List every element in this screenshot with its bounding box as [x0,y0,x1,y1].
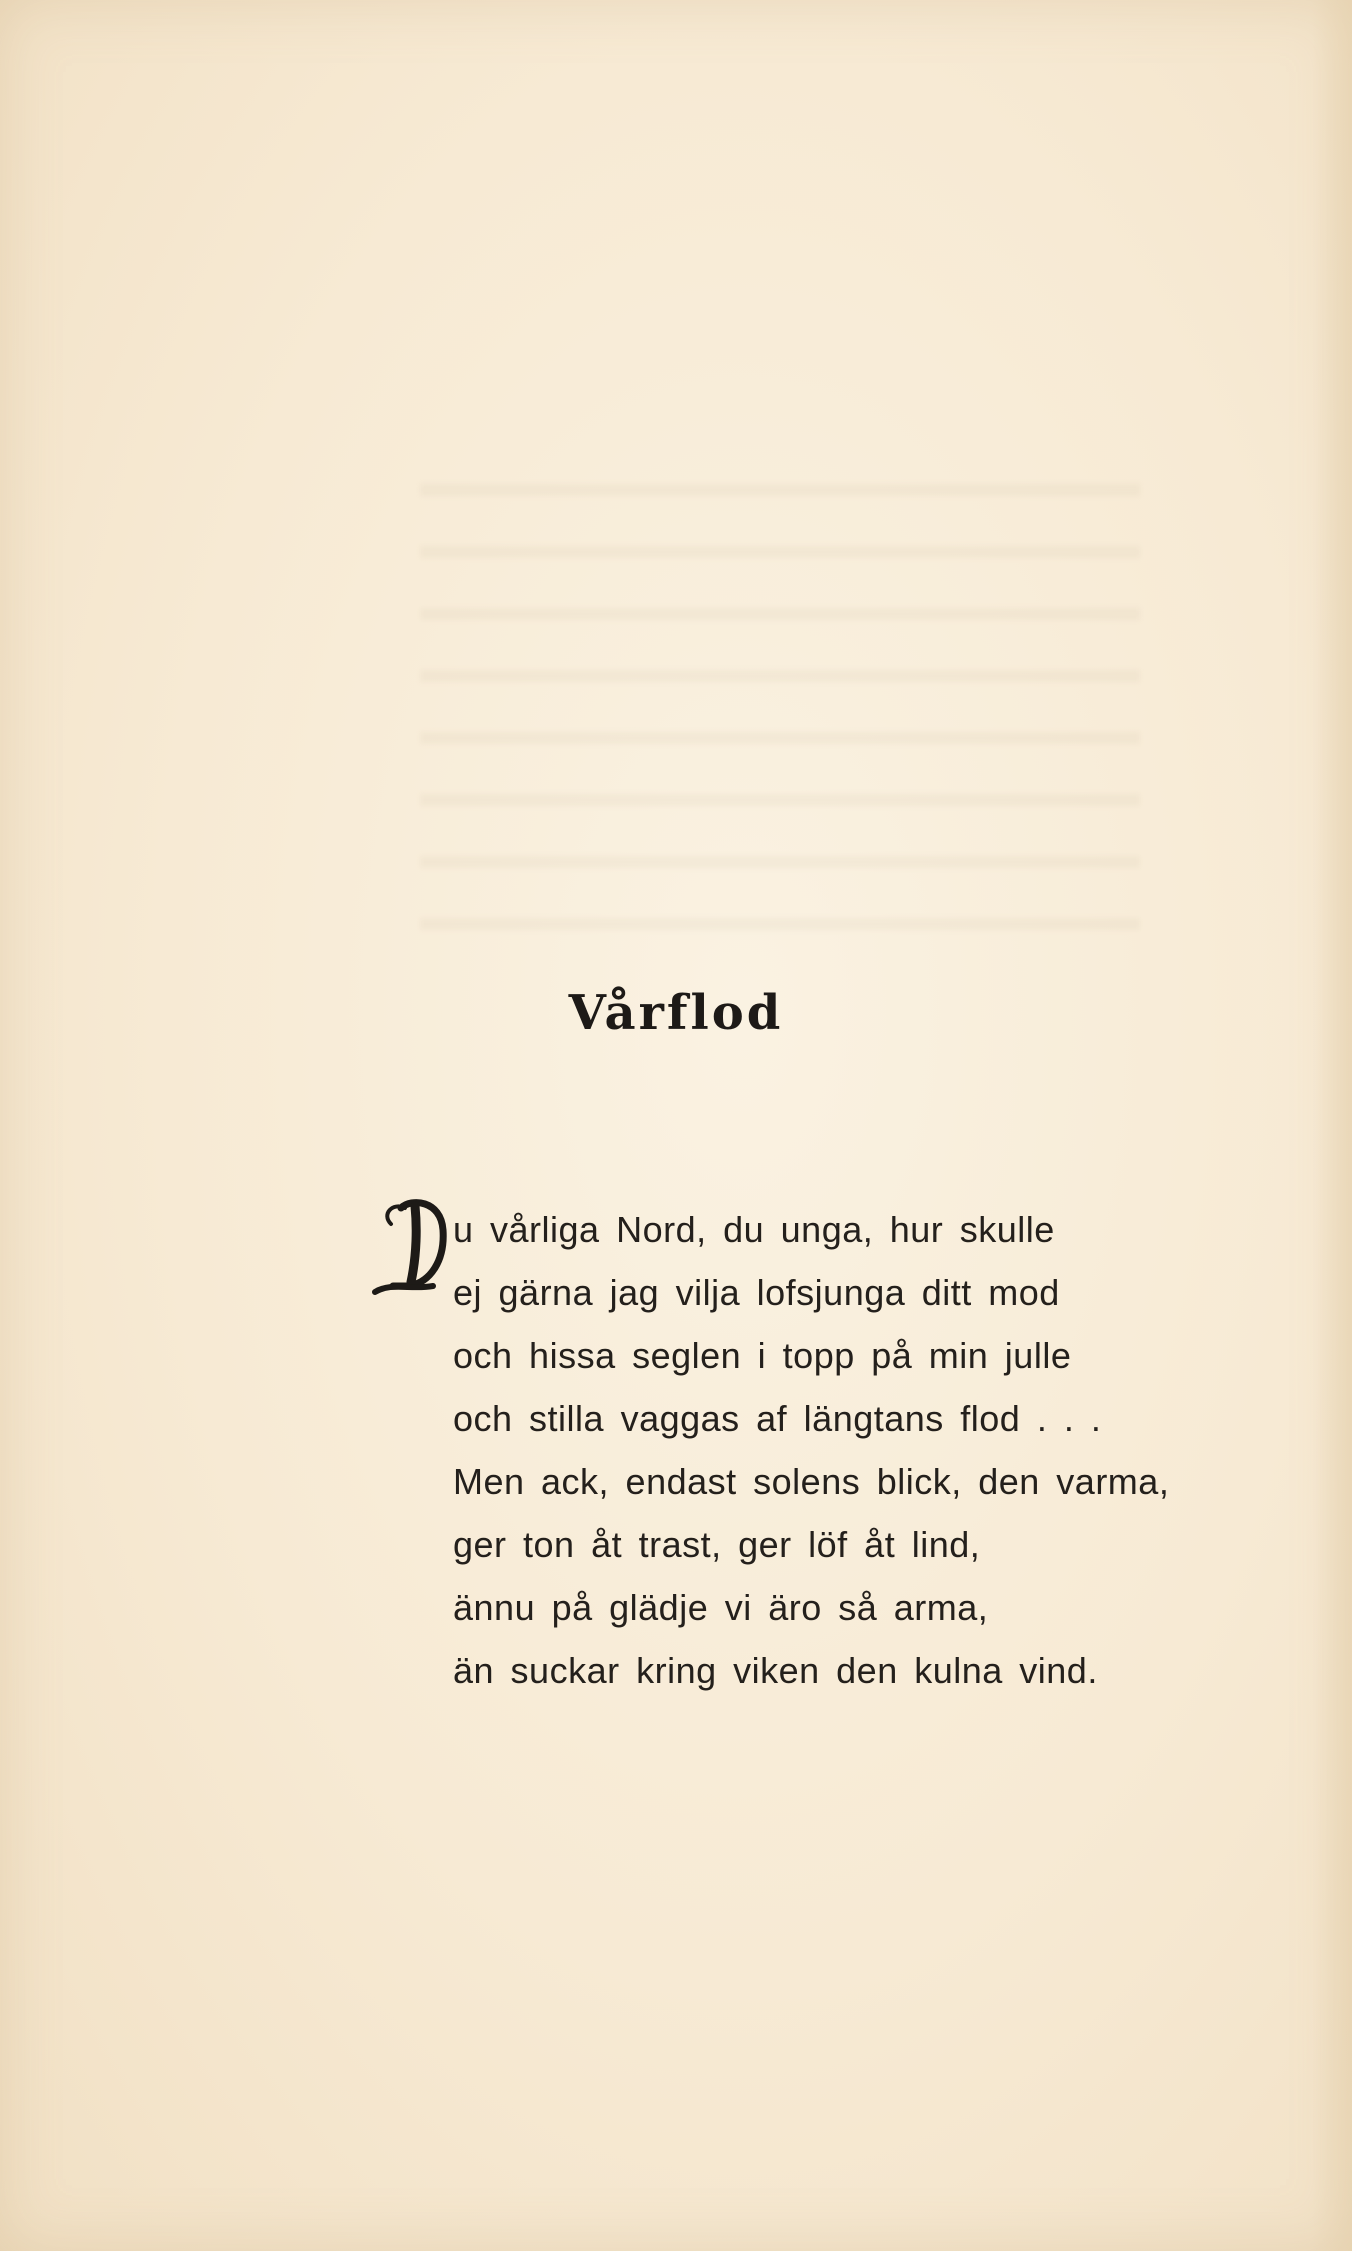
poem-line-1 [453,1198,1213,1261]
poem-title: Vårflod [568,985,784,1041]
poem-line-4: och stilla vaggas af längtans flod . . . [453,1398,1102,1439]
poem-first-line-text: u vårliga Nord, du unga, hur skulle [453,1209,1055,1250]
poem-line-5: Men ack, endast solens blick, den varma, [453,1461,1170,1502]
decorative-initial-d [371,1190,461,1310]
poem-line-2: ej gärna jag vilja lofsjunga ditt mod [453,1272,1060,1313]
page-edge-shadow [1312,0,1352,2251]
show-through-text [420,440,1140,960]
poem-line-8: än suckar kring viken den kulna vind. [453,1650,1098,1691]
poem-line-3: och hissa seglen i topp på min julle [453,1335,1072,1376]
poem-line-7: ännu på glädje vi äro så arma, [453,1587,989,1628]
poem-body [453,1198,1213,1702]
poem-line-6: ger ton åt trast, ger löf åt lind, [453,1524,981,1565]
